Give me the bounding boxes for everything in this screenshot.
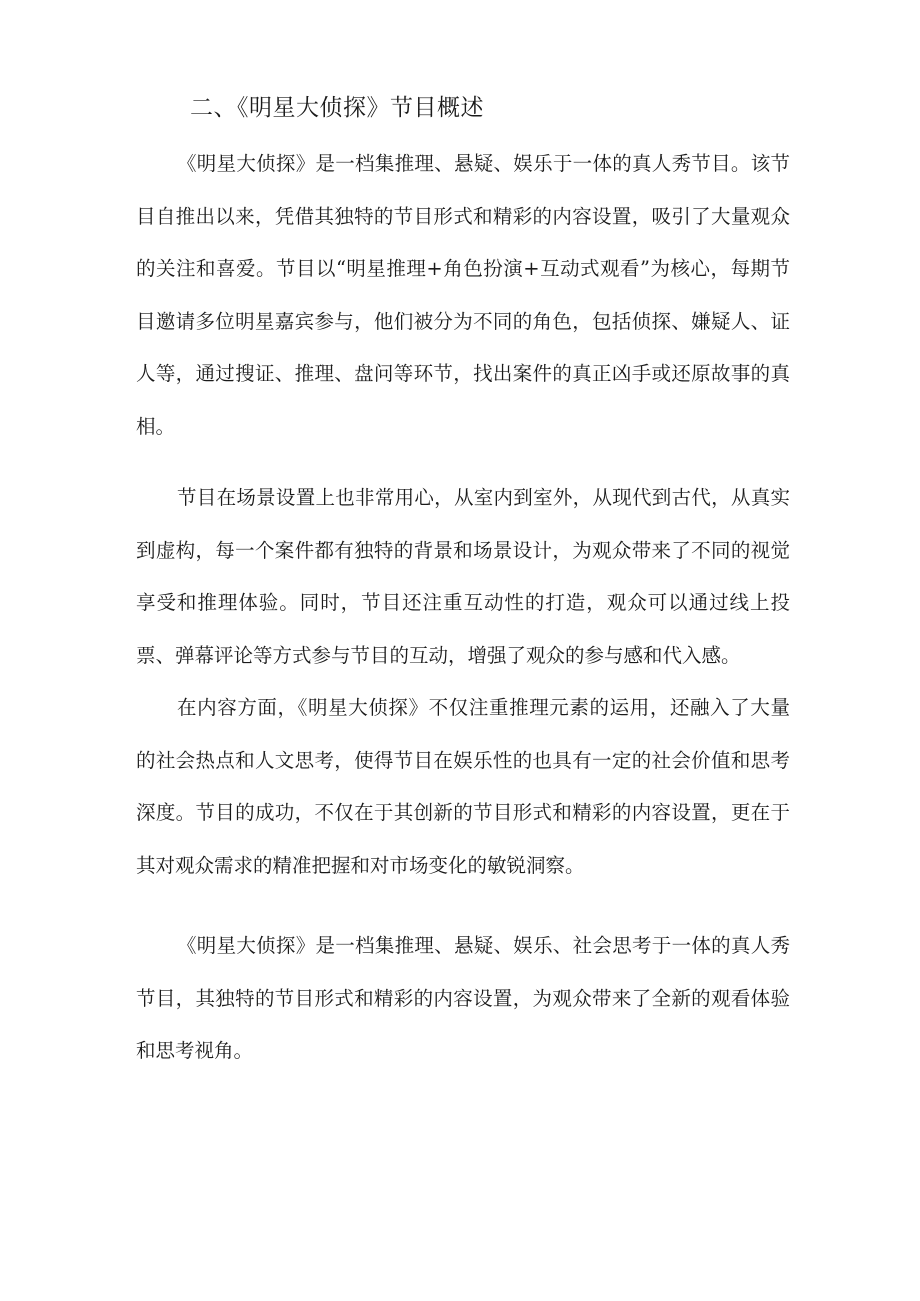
paragraph-content: 在内容方面，《明星大侦探》不仅注重推理元素的运用，还融入了大量的社会热点和人文思考，使得节目在娱乐性的也具有一定的社会价值和思考深度。节目的成功，不仅在于其创新的节目形式和精彩的内容设置，更在于其对观众需求的精准把握和对市场变化的敏锐洞察。	[136, 696, 790, 877]
paragraph-overview: 《明星大侦探》是一档集推理、悬疑、娱乐于一体的真人秀节目。该节目自推出以来，凭借其独特的节目形式和精彩的内容设置，吸引了大量观众的关注和喜爱。节目以“明星推理+角色扮演+互动式观看”为核心，每期节目邀请多位明星嘉宾参与，他们被分为不同的角色，包括侦探、嫌疑人、证人等，通过搜证、推理、盘问等环节，找出案件的真正凶手或还原故事的真相。	[136, 152, 790, 438]
paragraph-summary: 《明星大侦探》是一档集推理、悬疑、娱乐、社会思考于一体的真人秀节目，其独特的节目形式和精彩的内容设置，为观众带来了全新的观看体验和思考视角。	[136, 934, 790, 1062]
section-heading: 二、《明星大侦探》节目概述	[190, 95, 484, 121]
paragraph-scenes: 节目在场景设置上也非常用心，从室内到室外，从现代到古代，从真实到虚构，每一个案件都有独特的背景和场景设计，为观众带来了不同的视觉享受和推理体验。同时，节目还注重互动性的打造，观众可以通过线上投票、弹幕评论等方式参与节目的互动，增强了观众的参与感和代入感。	[136, 486, 790, 667]
